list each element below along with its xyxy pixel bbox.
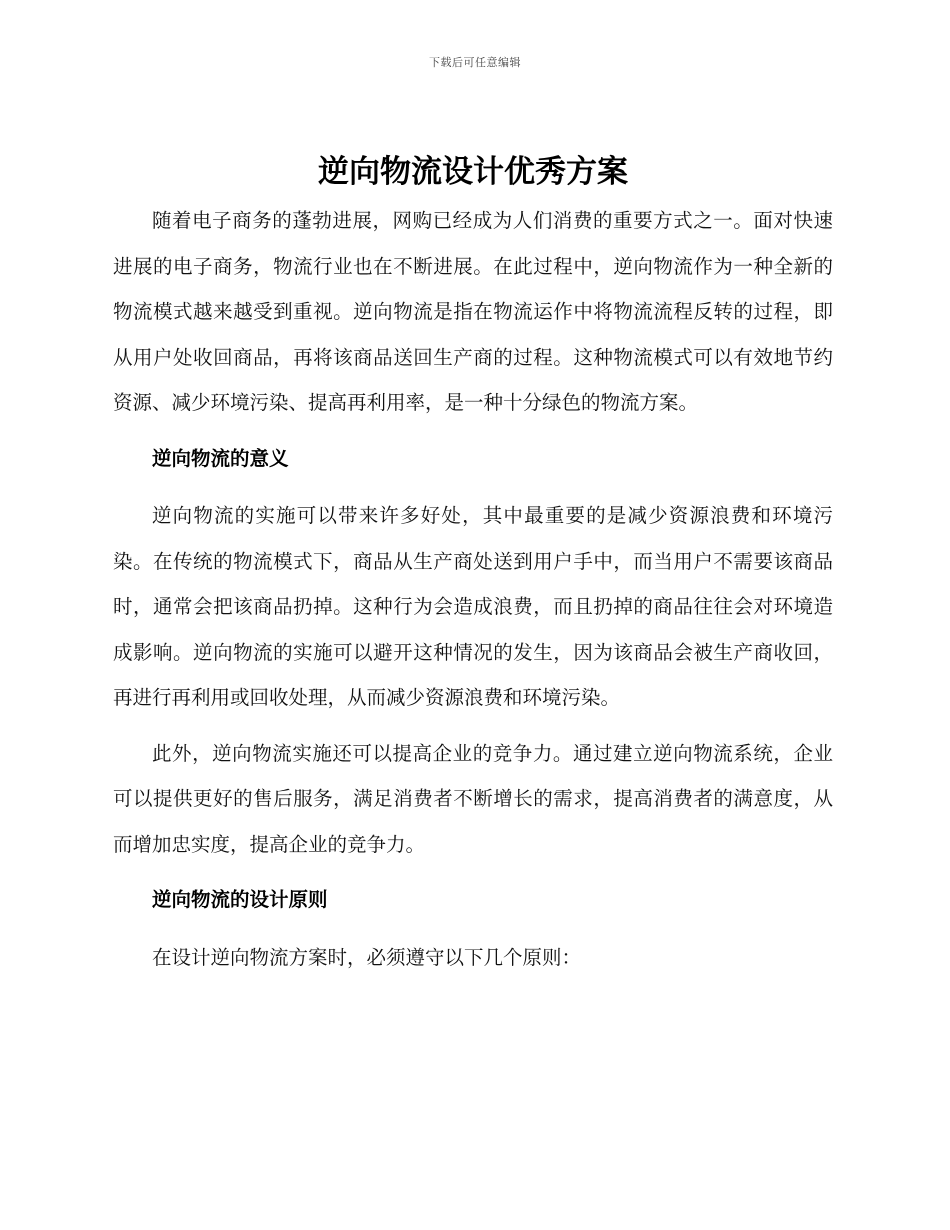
intro-paragraph: 随着电子商务的蓬勃进展，网购已经成为人们消费的重要方式之一。面对快速进展的电子商务，物流行业也在不断进展。在此过程中，逆向物流作为一种全新的物流模式越来越受到重视。逆向物流是指在物流运作中将物流流程反转的过程，即从用户处收回商品，再将该商品送回生产商的过程。这种物流模式可以有效地节约资源、减少环境污染、提高再利用率，是一种十分绿色的物流方案。 bbox=[113, 209, 833, 414]
significance-paragraph-1: 逆向物流的实施可以带来许多好处，其中最重要的是减少资源浪费和环境污染。在传统的物流模式下，商品从生产商处送到用户手中，而当用户不需要该商品时，通常会把该商品扔掉。这种行为会造成浪费，而且扔掉的商品往往会对环境造成影响。逆向物流的实施可以避开这种情况的发生，因为该商品会被生产商收回，再进行再利用或回收处理，从而减少资源浪费和环境污染。 bbox=[113, 504, 833, 709]
significance-paragraph-2: 此外，逆向物流实施还可以提高企业的竞争力。通过建立逆向物流系统，企业可以提供更好的售后服务，满足消费者不断增长的需求，提高消费者的满意度，从而增加忠实度，提高企业的竞争力。 bbox=[113, 741, 833, 856]
document-content bbox=[113, 150, 833, 980]
document-title: 逆向物流设计优秀方案 bbox=[318, 154, 628, 190]
design-principles-paragraph-1: 在设计逆向物流方案时，必须遵守以下几个原则： bbox=[152, 945, 582, 969]
section-heading-significance: 逆向物流的意义 bbox=[152, 446, 289, 470]
header-note: 下载后可任意编辑 bbox=[429, 56, 521, 69]
section-heading-design-principles: 逆向物流的设计原则 bbox=[152, 888, 328, 911]
